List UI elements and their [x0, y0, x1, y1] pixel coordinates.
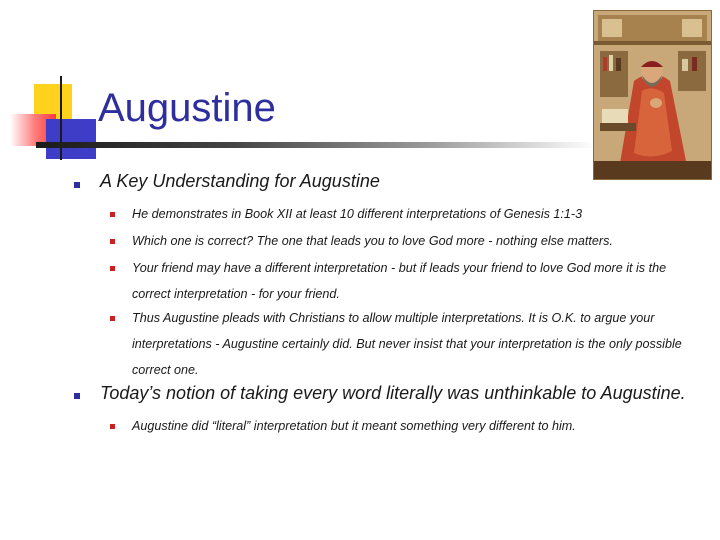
- bullet-marker: [74, 182, 80, 188]
- title-underline: [36, 142, 596, 148]
- sub-bullet-friend: Your friend may have a different interpretation - but if leads your friend to love God more it is the correct interpretation - for your friend.: [132, 261, 667, 301]
- sub-bullet-multiple-interpretations: Thus Augustine pleads with Christians to allow multiple interpretations. It is O.K. to argue your interpretations - Augustine certainly did. But never insist that your interpretation is the only possible correct one.: [132, 311, 682, 377]
- sub-bullet-marker: [110, 424, 115, 429]
- augustine-painting-image: [593, 10, 712, 180]
- bullet-marker: [74, 393, 80, 399]
- sub-bullet-literal-interpretation: Augustine did “literal” interpretation but it meant something very different to him.: [132, 419, 576, 433]
- slide-title: Augustine: [98, 86, 276, 130]
- bullet-key-understanding: A Key Understanding for Augustine: [100, 171, 380, 191]
- decor-blue-square: [46, 119, 96, 159]
- sub-bullet-marker: [110, 239, 115, 244]
- sub-bullet-marker: [110, 316, 115, 321]
- sub-bullet-marker: [110, 266, 115, 271]
- sub-bullet-marker: [110, 212, 115, 217]
- sub-bullet-which-correct: Which one is correct? The one that leads you to love God more - nothing else matters.: [132, 234, 613, 248]
- bullet-literal-notion: Today’s notion of taking every word literally was unthinkable to Augustine.: [100, 383, 686, 403]
- sub-bullet-book-xii: He demonstrates in Book XII at least 10 different interpretations of Genesis 1:1-3: [132, 207, 583, 221]
